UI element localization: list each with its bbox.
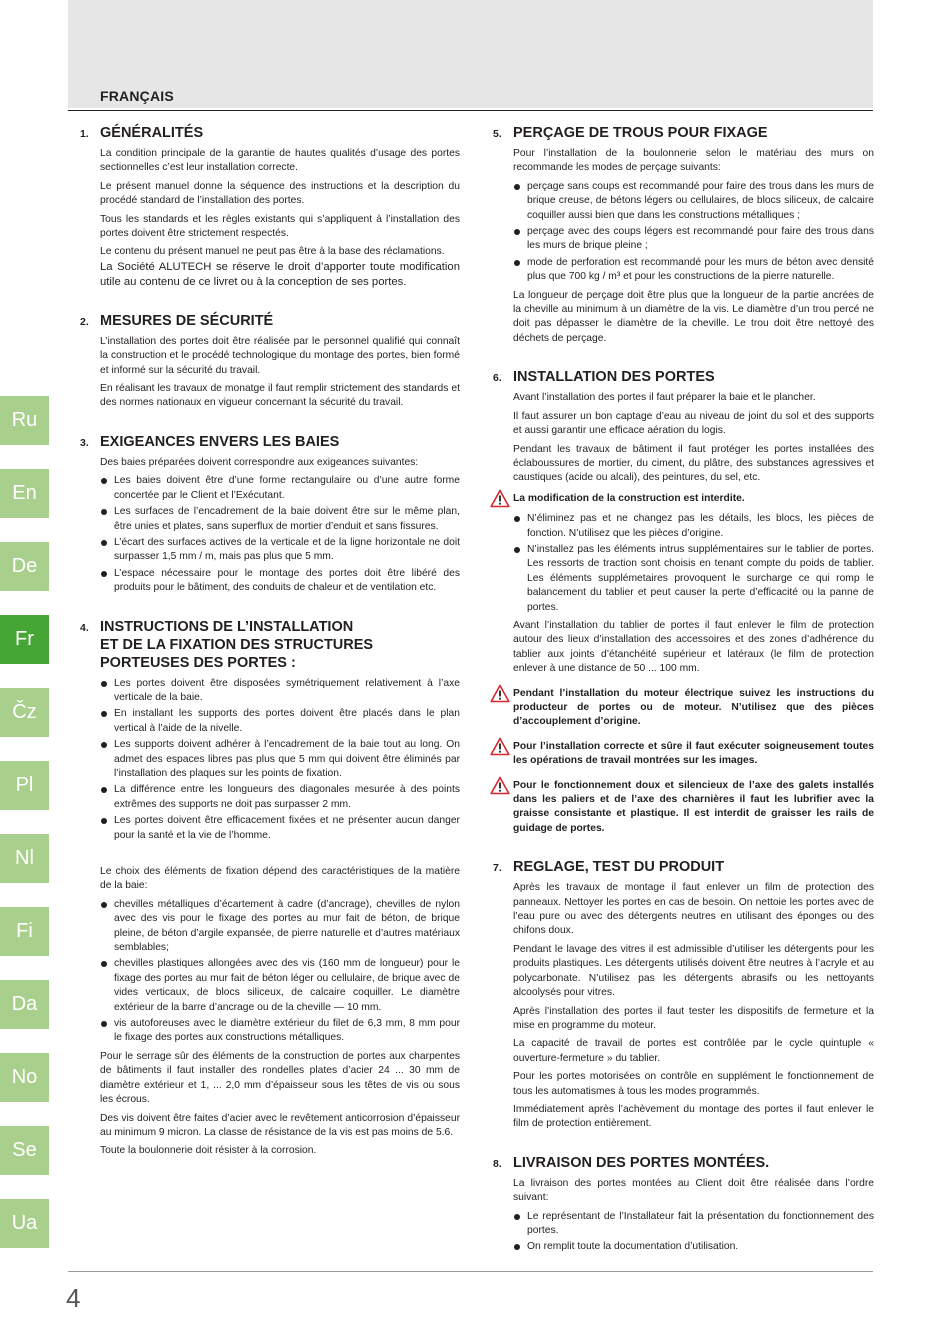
list-item [100,814,460,843]
list-item-text: Les portes doivent être disposées symétriquement relativement à l’axe verticale de la baie. [114,677,460,703]
list-item [100,1017,460,1046]
paragraph: Immédiatement après l’achèvement du montage des portes il faut enlever le film de protection entièrement. [513,1103,874,1130]
list-item [513,1210,874,1239]
list-item-text: Les supports doivent adhérer à l’encadrement de la baie tout au long. On admet des espaces libres pas plus que 5 mm qui doivent être éliminés par l’installation des plaques sur les points de fixation. [114,739,460,779]
bullet-list [100,677,460,843]
bullet-dot [101,961,107,967]
bullet-dot [101,478,107,484]
list-item-text: En installant les supports des portes doivent être placés dans le plan vertical à l’aide de la nivelle. [114,708,460,734]
paragraph: Avant l’installation des portes il faut préparer la baie et le plancher. [513,392,816,404]
list-item [100,474,460,503]
section-number: 4. [80,621,89,634]
language-tab-pl[interactable]: Pl [0,761,49,810]
list-item [100,957,460,1015]
list-item-text: chevilles métalliques d’écartement à cadre (d’ancrage), chevilles de nylon avec des vis pour le fixage des portes au mur fait de béton, de brique pleine, de béton d’argile expansée, de pierre naturelle et d’autres matériaux semblables; [114,898,460,954]
section-number: 2. [80,315,89,328]
paragraph: Après les travaux de montage il faut enlever un film de protection des panneaux. Nettoyer les portes en cas de besoin. On nettoie les portes avec de l’eau pure ou avec des détergents neutres en utilisant des éponges ou des chifons doux. [513,882,874,937]
list-item [513,225,874,254]
section-instructions [80,618,460,1159]
section-number: 8. [493,1157,502,1170]
language-tab-en[interactable]: En [0,469,49,518]
paragraph: Pendant le lavage des vitres il est admissible d’utiliser les détergents pour les produits plastiques. Les détergents utilisés doivent être neutres à l’acryle et au polycarbonate. N’utilisez pas les détergents abrasifs ou les nettoyants alcoolysés pour vitres. [513,943,874,999]
list-item [100,536,460,565]
language-tab-se[interactable]: Se [0,1126,49,1175]
paragraph: Pour les portes motorisées on contrôle en supplément le fonctionnement de tous les automatismes à tous les modes programmés. [513,1071,874,1097]
bullet-dot [101,711,107,717]
footer-divider [68,1271,873,1272]
section-livraison [493,1154,874,1255]
section-title: MESURES DE SÉCURITÉ [100,312,274,329]
paragraph: La livraison des portes montées au Client doit être réalisée dans l’ordre suivant: [513,1177,874,1204]
list-item-text: Les portes doivent être efficacement fixées et ne présenter aucun danger pour la santé et la vie de l’homme. [114,815,460,841]
bullet-dot [514,260,520,266]
warning-block [513,492,874,506]
list-item [100,505,460,534]
paragraph: La longueur de perçage doit être plus que la longueur de la partie ancrées de la cheville au minimum à un diamètre de la vis. Le diamètre d’un trou percé ne doit pas dépasser le diamètre de la cheville. Le trou doit être nettoyé des déchets de perçage. [513,289,874,344]
paragraph: La condition principale de la garantie de hautes qualités d’usage des portes sectionnelles c’est leur installation correcte. [100,148,460,174]
header-divider [68,110,873,111]
warning-block [513,740,874,769]
list-item-text: perçage avec des coups légers est recommandé pour faire des trous dans les murs de brique pleine ; [527,226,874,252]
paragraph: Des vis doivent être faites d’acier avec le revêtement anticorrosion d’épaisseur au minimum 9 micron. La classe de résistance de la vis est pas moins de 5.6. [100,1112,460,1138]
warning-text: Pour le fonctionnement doux et silencieux de l’axe des galets installés dans les paliers et de l’axe des charnières il faut les lubrifier avec la graisse consistante et plastique. Il est interdit de graisser les rails de guidage de portes. [513,779,874,834]
list-item [100,707,460,736]
list-item-text: On remplit toute la documentation d’utilisation. [527,1241,739,1253]
bullet-dot [101,742,107,748]
list-item-text: N’installez pas les éléments intrus supplémentaires sur le tablier de portes. Les ressorts de traction sont choisis en tenant compte du poids de tablier. Les éléments supplémetaires provoquent le surcharge ce qui romp le balancement du tablier et peut causer la perte d’efficacité ou la panne de portes. [527,543,874,613]
left-column [80,124,460,1181]
section-title: PERÇAGE DE TROUS POUR FIXAGE [513,125,768,141]
section-number: 3. [80,436,89,449]
bullet-dot [101,787,107,793]
list-item-text: vis autoforeuses avec le diamètre extérieur du filet de 6,3 mm, 8 mm pour le fixage des portes aux constructions métalliques. [114,1018,460,1044]
paragraph: Tous les standards et les règles existants qui s’appliquent à l’installation des portes doivent être strictement respectés. [100,213,460,240]
section-exigeances [80,433,460,596]
paragraph: Avant l’installation du tablier de portes il faut enlever le film de protection autour des lieux d’installation des accessoires et des zones d’adhérence du tablier aux joints d’étanchéité supérieur et latéraux (le film de protection enlever à une distance de 50 ... 100 mm. [513,619,874,675]
language-tab-fi[interactable]: Fi [0,907,49,956]
language-tab-cz[interactable]: Čz [0,688,49,737]
paragraph: Après l’installation des portes il faut tester les dispositifs de fermeture et la mise en programme du moteur. [513,1005,874,1031]
list-item [100,738,460,781]
language-tab-da[interactable]: Da [0,980,49,1029]
bullet-list [100,898,460,1046]
bullet-dot [101,509,107,515]
bullet-dot [101,540,107,546]
paragraph: L’installation des portes doit être réalisée par le personnel qualifié qui connaît la construction et le procédé technologique du montage des portes, bien formé et informé sur la sécurité du travail. [100,335,460,376]
paragraph: Le contenu du présent manuel ne peut pas être à la base des réclamations. [100,246,445,258]
paragraph: Pour le serrage sûr des éléments de la construction de portes aux charpentes de bâtiments il faut installer des rondelles plates d’acier 24 ... 30 mm de diamètre extérieur et 1, ... 2,0 mm d’épaisseur sous les têtes de vis ou sous les écrous. [100,1050,460,1106]
list-item [100,677,460,706]
section-number: 6. [493,372,502,385]
language-tab-ru[interactable]: Ru [0,396,49,445]
paragraph: Pour l’installation de la boulonnerie selon le matériau des murs on recommande les modes de perçage suivants: [513,148,874,174]
bullet-dot [514,229,520,235]
bullet-list [513,1210,874,1255]
right-column [493,124,874,1277]
list-item [513,512,874,541]
language-tabs [0,396,49,1272]
warning-triangle-icon [490,776,510,795]
bullet-dot [101,818,107,824]
warning-text: Pour l’installation correcte et sûre il faut exécuter soigneusement toutes les opérations de travail montrées sur les images. [513,740,874,767]
list-item-text: perçage sans coups est recommandé pour faire des trous dans les murs de brique creuse, de bétons légers ou cellulaires, de blocs siliceux, de calcaire coquiller aussi bien que dans les constructions métalliques ; [527,180,874,221]
bullet-dot [101,681,107,687]
language-tab-nl[interactable]: Nl [0,834,49,883]
language-tab-ua[interactable]: Ua [0,1199,49,1248]
list-item-text: L’écart des surfaces actives de la verticale et de la ligne horizontale ne doit surpasser 1,5 mm / m, mais pas plus que 5 mm. [114,536,460,563]
list-item [100,783,460,812]
bullet-list [100,474,460,595]
paragraph: La capacité de travail de portes est contrôlée par le cycle quintuple « ouverture-fermeture » du tablier. [513,1038,874,1064]
list-item-text: L’espace nécessaire pour le montage des portes doit être libéré des produits pour le bâtiment, des conduits de chaleur et de ventilation etc. [114,567,460,594]
section-percage [493,124,874,346]
section-number: 5. [493,128,502,140]
list-item [513,256,874,285]
list-item-text: N’éliminez pas et ne changez pas les détails, les blocs, les pièces de fonction. N’utilisez que les pièces d’origine. [527,513,874,539]
section-reglage [493,858,874,1132]
section-number: 7. [493,862,502,875]
bullet-dot [514,184,520,190]
bullet-dot [514,516,520,522]
section-securite [80,312,460,411]
bullet-list [513,180,874,285]
warning-block [513,779,874,837]
paragraph: Pendant les travaux de bâtiment il faut protéger les portes installées des éclaboussures de mortier, du ciment, du plâtre, des substances agressives et caustiques (acide ou alcali), des peintures, du sel, etc. [513,443,874,484]
bullet-dot [101,1021,107,1027]
section-title: LIVRAISON DES PORTES MONTÉES. [513,1154,770,1171]
bullet-dot [514,1244,520,1250]
section-generalites [80,124,460,290]
list-item-text: chevilles plastiques allongées avec des vis (160 mm de longueur) pour le fixage des portes au mur fait de béton léger ou cellulaire, de brique avec de vides verticaux, de blocs siliceux, de calcaire coquiller. Le diamètre extérieur de la barre d’ancrage ou de la cheville — 10 mm. [114,958,460,1013]
section-title: INSTALLATION DES PORTES [513,369,715,386]
header-band [68,0,873,108]
list-item-text: Les surfaces de l’encadrement de la baie doivent être sur le même plan, être unies et plates, sans superflux de mortier d’enduit et sans fissures. [114,506,460,532]
language-tab-de[interactable]: De [0,542,49,591]
warning-text: Pendant l’installation du moteur électrique suivez les instructions du producteur de portes ou de moteur. N’utilisez que des pièces d’accouplement d’origine. [513,687,874,728]
list-item-text: Les baies doivent être d’une forme rectangulaire ou d’une autre forme concertée par le Client et l’Exécutant. [114,475,460,501]
bullet-dot [101,902,107,908]
paragraph: Le choix des éléments de fixation dépend des caractéristiques de la matière de la baie: [100,866,460,892]
bullet-dot [514,547,520,553]
section-installation [493,368,874,836]
bullet-list [513,512,874,615]
bullet-dot [101,571,107,577]
paragraph: Il faut assurer un bon captage d’eau au niveau de joint du sol et des supports et aussi garantir une efficace aération du logis. [513,410,874,437]
list-item [100,898,460,956]
list-item [513,1240,874,1254]
list-item-text: mode de perforation est recommandé pour les murs de béton avec densité plus que 700 kg / m³ et pour les constructions de la pierre naturelle. [527,256,874,283]
warning-triangle-icon [490,489,510,508]
language-heading: FRANÇAIS [100,88,174,104]
list-item-text: La différence entre les longueurs des diagonales mesurée à des points extrêmes des supports ne doit pas surpasser 2 mm. [114,784,460,810]
section-number: 1. [80,128,89,140]
warning-block [513,687,874,730]
paragraph: Le présent manuel donne la séquence des instructions et la description du procédé standard de l’installation des portes. [100,180,460,207]
section-title: REGLAGE, TEST DU PRODUIT [513,859,725,876]
warning-triangle-icon [490,737,510,756]
language-tab-no[interactable]: No [0,1053,49,1102]
paragraph: En réalisant les travaux de monatge il faut remplir strictement des standards et des normes nationaux en vigueur concernant la sécurité du travail. [100,383,460,409]
warning-text: La modification de la construction est interdite. [513,492,745,504]
paragraph: Toute la boulonnerie doit résister à la corrosion. [100,1145,317,1157]
bullet-dot [514,1214,520,1220]
page-number: 4 [66,1283,81,1313]
paragraph: Des baies préparées doivent correspondre aux exigeances suivantes: [100,456,419,468]
section-title: EXIGEANCES ENVERS LES BAIES [100,433,340,450]
section-title: INSTRUCTIONS DE L’INSTALLATION ET DE LA FIXATION DES STRUCTURES PORTEUSES DES PORTES : [100,618,374,671]
language-tab-fr[interactable]: Fr [0,615,49,664]
list-item-text: Le représentant de l’Installateur fait la présentation du fonctionnement des portes. [527,1210,874,1236]
list-item [100,567,460,596]
paragraph: La Société ALUTECH se réserve le droit d’apporter toute modification utile au contenu de ce livret ou à la conception de ses portes. [100,260,460,288]
list-item [513,543,874,615]
section-title: GÉNÉRALITÉS [100,125,204,141]
warning-triangle-icon [490,684,510,703]
list-item [513,180,874,223]
